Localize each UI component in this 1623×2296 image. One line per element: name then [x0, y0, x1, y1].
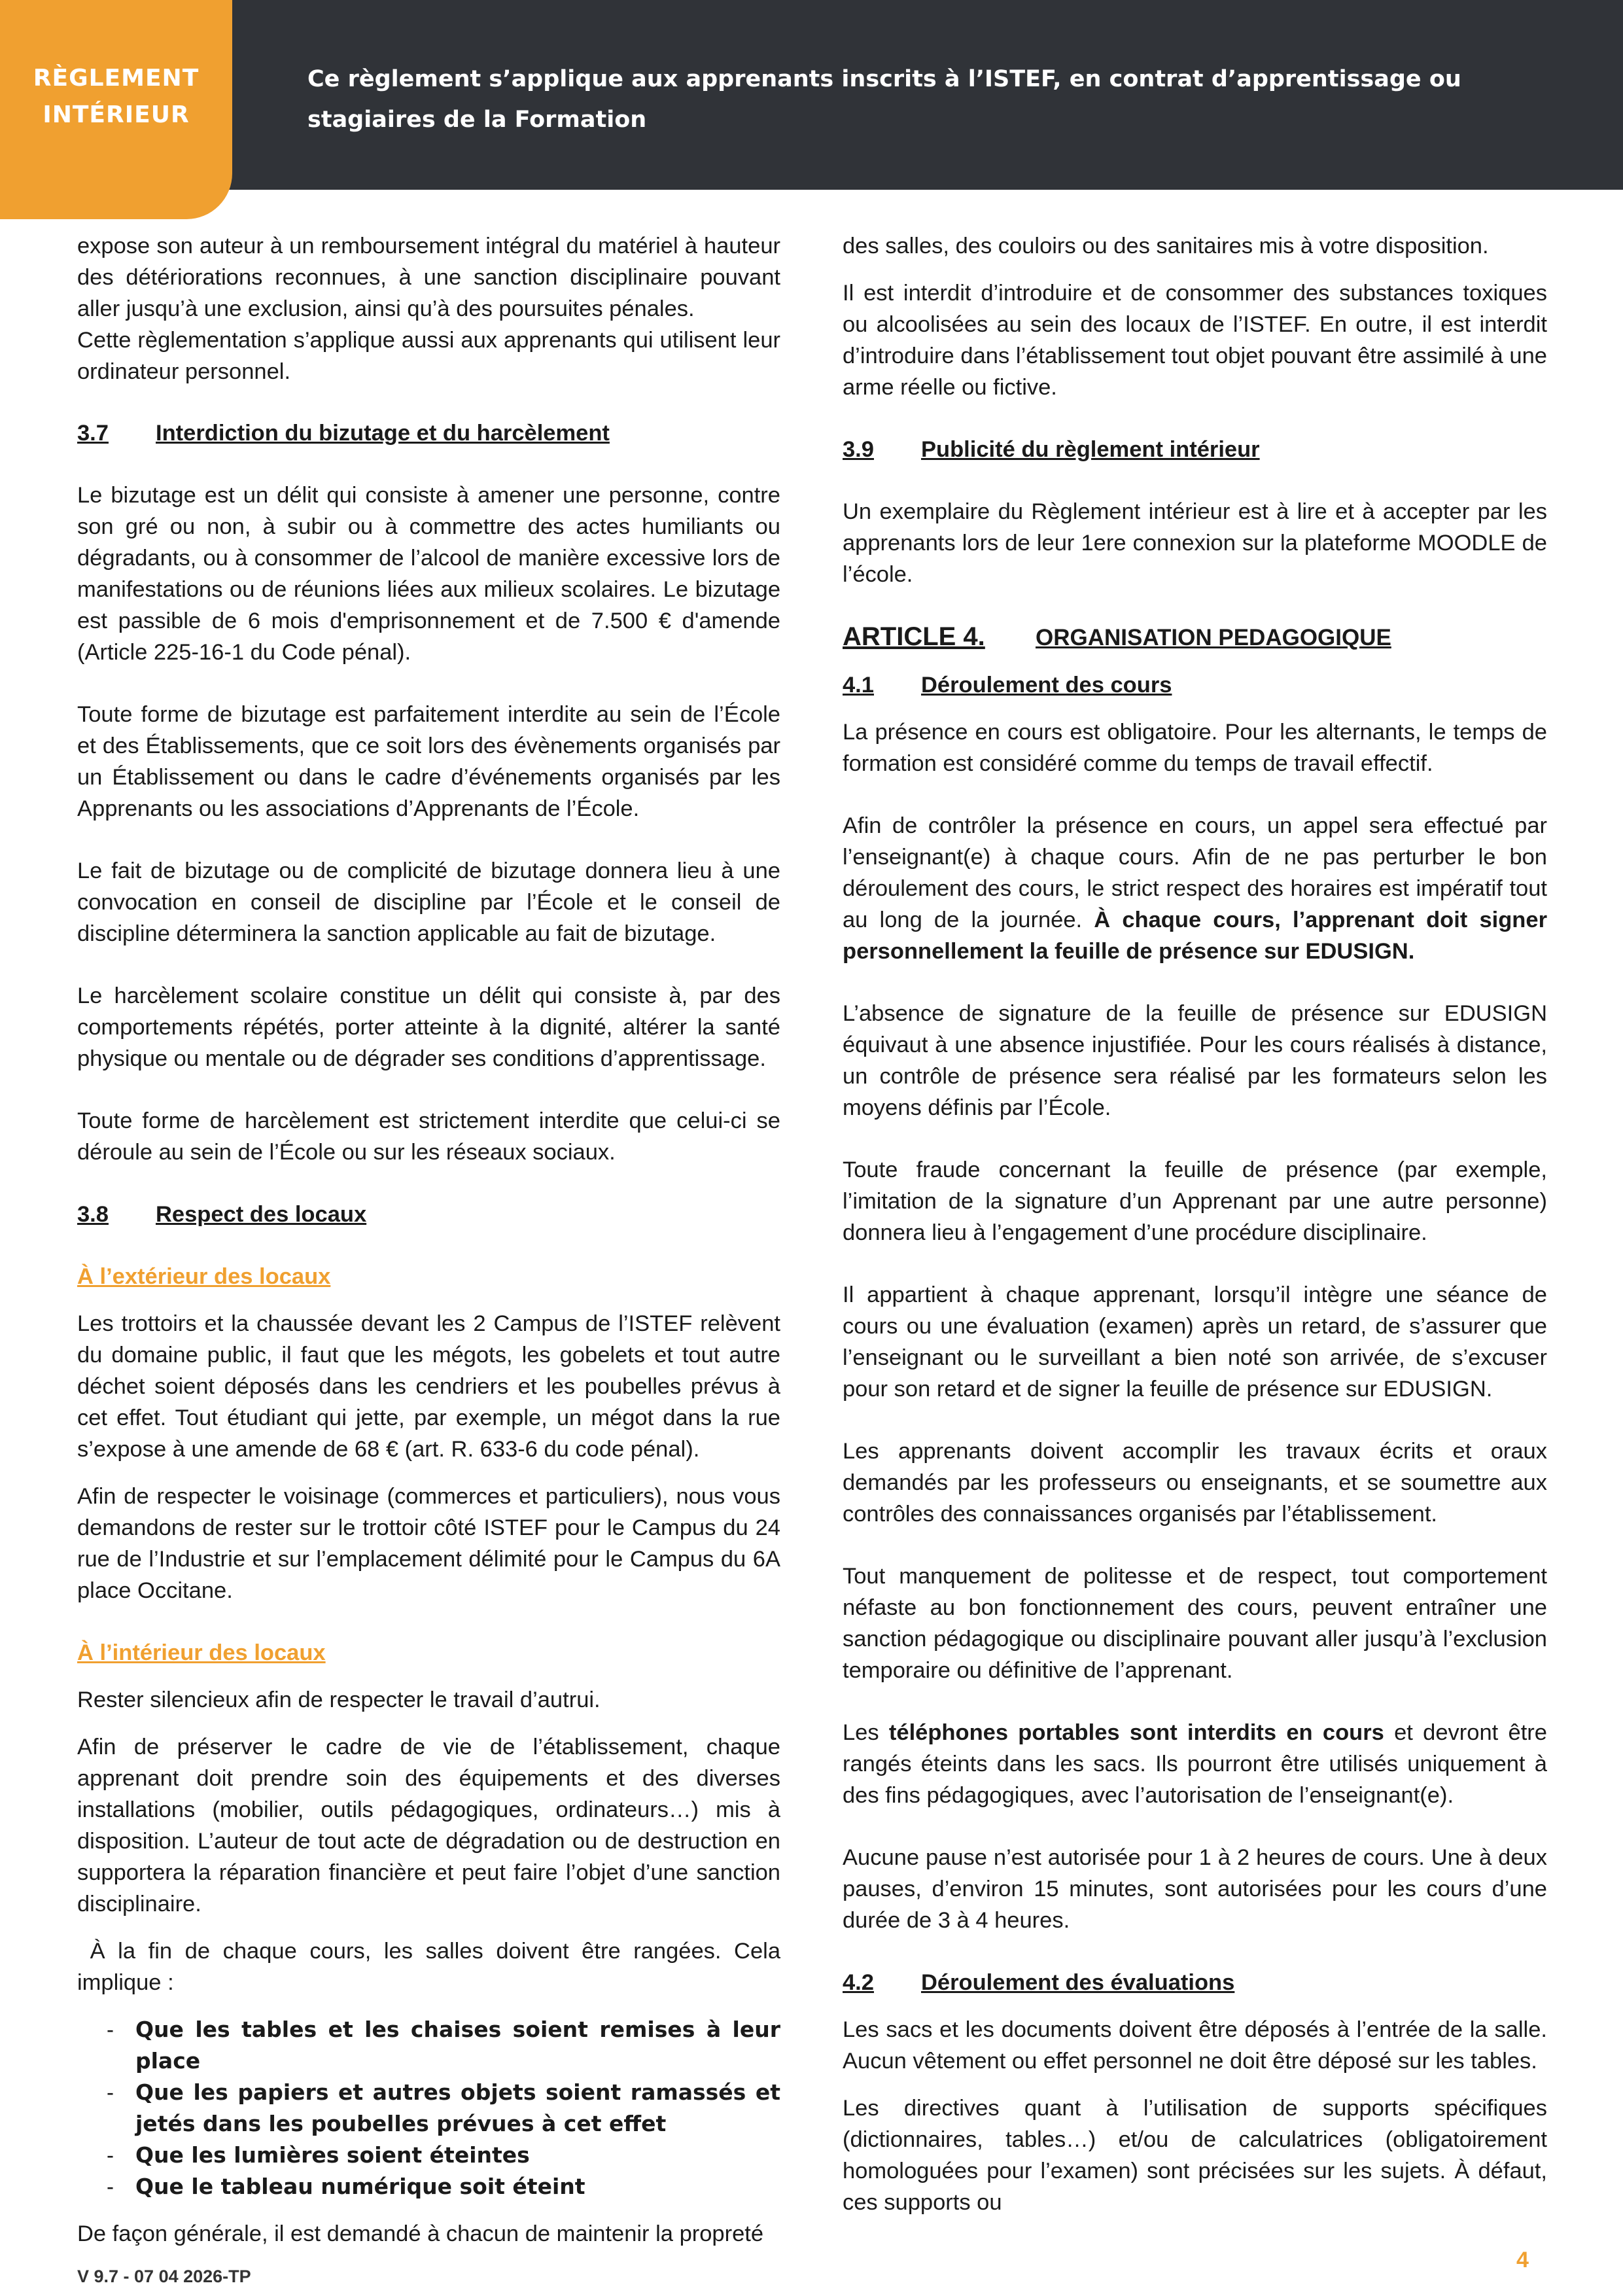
section-heading-3-7 [77, 417, 780, 449]
list-item [77, 2140, 780, 2171]
document-type-tab [0, 0, 232, 219]
paragraph: Aucune pause n’est autorisée pour 1 à 2 heures de cours. Une à deux pauses, d’environ 15 minutes, sont autorisées pour les cours d’une durée de 3 à 4 heures. [843, 1845, 1547, 1933]
section-number: 4.2 [843, 1970, 874, 1995]
section-title: Respect des locaux [156, 1202, 367, 1227]
paragraph: Le fait de bizutage ou de complicité de bizutage donnera lieu à une convocation en conseil de discipline par l’École et le conseil de discipline déterminera la sanction applicable au fait de bizutage. [77, 858, 780, 946]
section-heading-3-8 [77, 1199, 780, 1230]
left-column [77, 230, 787, 2265]
paragraph: Toute fraude concernant la feuille de présence (par exemple, l’imitation de la signature d’un Apprenant par une autre personne) donnera lieu à l’engagement d’une procédure disciplinaire. [843, 1157, 1547, 1245]
section-number: 3.7 [77, 421, 109, 446]
paragraph [77, 1731, 780, 1920]
section-number: 3.9 [843, 437, 874, 462]
paragraph: Les apprenants doivent accomplir les travaux écrits et oraux demandés par les professeurs ou enseignants, et se soumettre aux contrôles des connaissances organisés par l’établissement. [843, 1439, 1547, 1527]
paragraph-text: Afin de préserver le cadre de vie de l’établissement, chaque apprenant doit prendre soin des équipements et des diverses installations (mobilier, outils pédagogiques, ordinateurs…) mis à disposition. [77, 1735, 780, 1854]
section-heading-4-1 [843, 669, 1547, 701]
section-heading-4-2 [843, 1967, 1547, 1998]
header-scope-text: Ce règlement s’applique aux apprenants inscrits à l’ISTEF, en contrat d’apprentissage ou stagiaires de la Formation [307, 66, 1461, 133]
paragraph: À la fin de chaque cours, les salles doivent être rangées. Cela implique : [77, 1939, 787, 1995]
paragraph: Les trottoirs et la chaussée devant les 2 Campus de l’ISTEF relèvent du domaine public, il faut que les mégots, les gobelets et tout autre déchet soient déposés dans les cendriers et les poubelles prévus à cet effet. Tout étudiant qui jette, par exemple, un mégot dans la rue s’expose à une amende de 68 € (art. R. 633-6 du code pénal). [77, 1311, 780, 1462]
paragraph-text: Les [843, 1720, 889, 1745]
list-item [77, 2077, 780, 2140]
section-number: 3.8 [77, 1202, 109, 1227]
paragraph-text: et devront être rangés éteints dans les sacs. Ils pourront être utilisés uniquement à des fins pédagogiques, avec l’autorisation de l’enseignant(e). [843, 1720, 1547, 1808]
paragraph: Rester silencieux afin de respecter le travail d’autrui. [77, 1687, 601, 1712]
bullet-dash: - [107, 2080, 114, 2104]
paragraph: Le bizutage est un délit qui consiste à amener une personne, contre son gré ou non, à subir ou à commettre des actes humiliants ou dégradants, ou à consommer de l’alcool de manière excessive lors de manifestations ou de réunions liées aux milieux scolaires. Le bizutage est passible de 6 mois d'emprisonnement et de 7.500 € d'amende (Article 225-16-1 du Code pénal). [77, 483, 780, 665]
paragraph: Toute forme de bizutage est parfaitement interdite au sein de l’École et des Établissements, que ce soit lors des évènements organisés par un Établissement ou dans le cadre d’événements organisés par les Apprenants ou les associations d’Apprenants de l’École. [77, 702, 780, 821]
paragraph-text: expose son auteur à un remboursement intégral du matériel à hauteur des détériorations reconnues, à une sanction disciplinaire pouvant aller jusqu’à une exclusion, ainsi qu’à des poursuites pénales. [77, 234, 780, 321]
section-title: Déroulement des évaluations [921, 1970, 1235, 1995]
paragraph: Tout manquement de politesse et de respect, tout comportement néfaste au bon fonctionnement des cours, peuvent entraîner une sanction pédagogique ou disciplinaire pouvant aller jusqu’à l’exclusion temporaire ou définitive de l’apprenant. [843, 1564, 1547, 1683]
bullet-dash: - [107, 2143, 114, 2167]
paragraph [77, 230, 780, 387]
paragraph: Toute forme de harcèlement est strictement interdite que celui-ci se déroule au sein de l’École ou sur les réseaux sociaux. [77, 1108, 780, 1165]
list-item-text: Que les lumières soient éteintes [135, 2142, 530, 2168]
document-version: V 9.7 - 07 04 2026-TP [77, 2267, 251, 2286]
list-item-text: Que le tableau numérique soit éteint [135, 2174, 585, 2199]
bullet-dash: - [107, 2017, 114, 2041]
emphasis-text: téléphones portables sont interdits en cours [888, 1720, 1384, 1745]
paragraph: Le harcèlement scolaire constitue un délit qui consiste à, par des comportements répétés, porter atteinte à la dignité, altérer la santé physique ou mentale ou de dégrader ses conditions d’apprentissage. [77, 983, 780, 1071]
article-number: ARTICLE 4. [843, 622, 985, 651]
list-item-text: Que les tables et les chaises soient remises à leur place [135, 2017, 780, 2074]
paragraph: Il appartient à chaque apprenant, lorsqu’il intègre une séance de cours ou une évaluation (examen) après un retard, de s’assurer que l’enseignant ou le surveillant a bien noté son arrivée, de s’excuser pour son retard et de signer la feuille de présence sur EDUSIGN. [843, 1282, 1547, 1402]
paragraph: Les directives quant à l’utilisation de supports spécifiques (dictionnaires, tables…) et/ou de calculatrices (obligatoirement homologuées pour l’examen) sont précisées sur les sujets. À défaut, ces supports ou [843, 2096, 1547, 2215]
page-number: 4 [1516, 2248, 1529, 2272]
paragraph: Il est interdit d’introduire et de consommer des substances toxiques ou alcoolisées au sein des locaux de l’ISTEF. En outre, il est interdit d’introduire dans l’établissement tout objet pouvant être assimilé à une arme réelle ou fictive. [843, 281, 1547, 400]
paragraph: Afin de respecter le voisinage (commerces et particuliers), nous vous demandons de rester sur le trottoir côté ISTEF pour le Campus du 24 rue de l’Industrie et sur l’emplacement délimité pour le Campus du 6A place Occitane. [77, 1484, 780, 1603]
article-heading-4 [843, 621, 1547, 654]
list-item-text: Que les papiers et autres objets soient ramassés et jetés dans les poubelles prévues à cet effet [135, 2079, 780, 2136]
paragraph [843, 1717, 1547, 1811]
section-title: Déroulement des cours [921, 673, 1172, 698]
article-title: ORGANISATION PEDAGOGIQUE [1036, 625, 1391, 650]
paragraph: des salles, des couloirs ou des sanitaires mis à votre disposition. [843, 234, 1489, 258]
paragraph-text: Afin de contrôler la présence en cours, un appel sera effectué par l’enseignant(e) à chaque cours. Afin de ne pas perturber le bon déroulement des cours, le strict respect des horaires est impératif tout au long de la journée. [843, 813, 1547, 932]
section-title: Publicité du règlement intérieur [921, 437, 1260, 462]
paragraph: Un exemplaire du Règlement intérieur est à lire et à accepter par les apprenants lors de leur 1ere connexion sur la plateforme MOODLE de l’école. [843, 499, 1547, 587]
document-type-label: RÈGLEMENT INTÉRIEUR [33, 64, 200, 128]
paragraph: La présence en cours est obligatoire. Pour les alternants, le temps de formation est considéré comme du temps de travail effectif. [843, 720, 1547, 776]
list-item [77, 2171, 780, 2202]
emphasis-text: À chaque cours, l’apprenant doit signer personnellement la feuille de présence sur EDUSIGN. [843, 908, 1547, 964]
paragraph-text: Cette règlementation s’applique aussi aux apprenants qui utilisent leur ordinateur personnel. [77, 328, 780, 384]
subsection-heading-interior: À l’intérieur des locaux [77, 1640, 326, 1665]
paragraph: Les sacs et les documents doivent être déposés à l’entrée de la salle. Aucun vêtement ou effet personnel ne doit être déposé sur les tables. [843, 2017, 1547, 2074]
right-column [843, 230, 1547, 2234]
section-heading-3-9 [843, 434, 1547, 465]
section-number: 4.1 [843, 673, 874, 698]
paragraph: De façon générale, il est demandé à chacun de maintenir la propreté [77, 2221, 764, 2246]
paragraph: L’absence de signature de la feuille de présence sur EDUSIGN équivaut à une absence injustifiée. Pour les cours réalisés à distance, un contrôle de présence sera réalisé par les formateurs selon les moyens définis par l’École. [843, 1001, 1547, 1120]
paragraph [843, 810, 1547, 967]
section-title: Interdiction du bizutage et du harcèlement [156, 421, 610, 446]
list-item [77, 2014, 780, 2077]
page-header [0, 0, 1623, 190]
subsection-heading-exterior: À l’extérieur des locaux [77, 1264, 331, 1289]
cleanup-list [77, 2014, 780, 2202]
paragraph-text: L’auteur de tout acte de dégradation ou de destruction en supportera la réparation financière et peut faire l’objet d’une sanction disciplinaire. [77, 1829, 780, 1916]
bullet-dash: - [107, 2174, 114, 2199]
